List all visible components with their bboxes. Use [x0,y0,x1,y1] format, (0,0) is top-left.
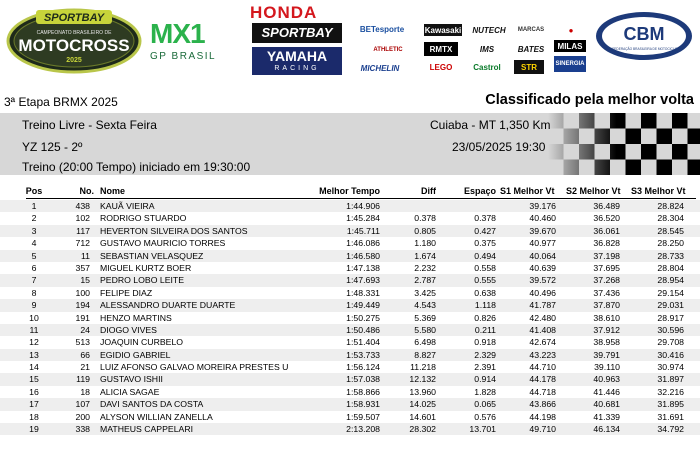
cell-diff: 13.960 [409,386,436,397]
cell-gap: 1.118 [474,300,496,311]
cell-pos: 16 [29,386,39,397]
cell-name: HEVERTON SILVEIRA DOS SANTOS [100,225,248,236]
table-row [0,361,700,373]
col-pos: Pos [25,186,43,196]
cell-s1: 43.223 [529,349,556,360]
cell-number: 438 [75,201,90,211]
cell-s2: 37.695 [593,262,620,273]
cell-s3: 31.691 [657,411,684,422]
cell-s1: 43.866 [529,399,556,410]
cell-name: EGIDIO GABRIEL [100,349,171,360]
cell-name: HENZO MARTINS [100,312,172,323]
cell-gap: 2.391 [474,362,496,373]
cell-s2: 39.110 [594,362,620,373]
cell-s1: 44.710 [529,362,556,373]
sponsor-logo: SINERGIA [554,56,586,72]
session-start: Treino (20:00 Tempo) iniciado em 19:30:00 [22,160,251,174]
cell-gap: 1.828 [474,386,496,397]
cell-s2: 40.963 [593,374,620,385]
cell-best-time: 1:50.486 [346,324,380,335]
cell-s1: 39.670 [529,225,556,236]
cell-diff: 4.543 [414,300,436,311]
cell-s1: 39.176 [529,201,556,211]
cell-s1: 41.408 [529,324,556,335]
cell-s2: 37.268 [593,275,620,286]
sponsor-logo: MARCAS [517,27,545,33]
cell-s3: 28.304 [657,213,684,224]
cell-diff: 12.132 [409,374,436,385]
cell-gap: 0.638 [474,287,496,298]
cell-s3: 30.416 [657,349,684,360]
cell-best-time: 2:13.208 [346,424,380,435]
mx1-main: MX1 [150,18,205,49]
cell-number: 119 [76,374,90,385]
table-row [0,349,700,361]
cell-s3: 31.895 [657,399,684,410]
sponsor-logo: BATES [517,44,545,54]
cell-number: 66 [80,349,90,360]
cell-gap: 0.494 [474,250,496,261]
cell-pos: 7 [31,275,37,286]
cell-gap: 0.826 [474,312,496,323]
cell-best-time: 1:46.086 [346,238,380,249]
cell-s2: 38.958 [593,337,620,348]
cell-s2: 46.134 [593,424,620,435]
sponsor-logo: MILAS [554,40,586,52]
table-row [0,237,700,249]
cell-name: RODRIGO STUARDO [100,213,187,224]
cell-best-time: 1:53.733 [346,349,380,360]
event-logo-sub: CAMPEONATO BRASILEIRO DE [36,30,112,36]
cell-gap: 0.065 [474,399,496,410]
cell-best-time: 1:59.507 [346,411,380,422]
cell-s2: 41.339 [593,411,620,422]
cell-best-time: 1:51.404 [346,337,380,348]
cell-s3: 32.216 [657,386,684,397]
location: Cuiaba - MT 1,350 Km [430,118,551,132]
table-row [0,262,700,274]
cell-s1: 42.480 [529,312,556,323]
cell-diff: 2.787 [414,275,436,286]
cell-name: ALYSON WILLIAN ZANELLA [100,411,213,422]
sponsor-grid [350,4,590,76]
cell-pos: 6 [31,262,37,273]
cell-number: 513 [75,337,90,348]
cell-number: 18 [80,386,90,397]
cell-number: 357 [75,262,90,273]
sponsor-logo: Castrol [473,62,501,72]
cell-name: JOAQUIN CURBELO [100,337,184,348]
cell-s1: 40.639 [529,262,556,273]
cbm-logo [594,10,694,62]
cell-s2: 36.828 [593,238,620,249]
cell-s3: 28.804 [657,262,684,273]
cell-s3: 28.917 [657,312,684,323]
cell-pos: 8 [31,287,37,298]
table-row [0,299,700,311]
cell-best-time: 1:56.124 [346,362,380,373]
cell-s2: 36.061 [593,225,620,236]
cell-number: 194 [75,300,90,311]
cell-name: LUIZ AFONSO GALVAO MOREIRA PRESTES U [100,362,289,373]
cell-pos: 9 [31,300,37,311]
cell-diff: 28.302 [409,424,436,435]
table-row [0,312,700,324]
cell-number: 21 [80,362,90,373]
yamaha-sub: RACING [274,65,320,72]
cell-s3: 31.897 [657,374,684,385]
sponsor-logo: BETesporte [359,24,405,34]
table-row [0,423,700,435]
cell-name: MIGUEL KURTZ BOER [100,262,192,273]
cell-pos: 12 [29,337,39,348]
table-row [0,250,700,262]
cell-s1: 49.710 [529,424,556,435]
cell-name: GUSTAVO MAURICIO TORRES [100,238,226,249]
checkered-flag [548,113,700,175]
cell-s1: 44.178 [529,374,556,385]
results-table-body [0,200,700,435]
cell-best-time: 1:48.331 [346,287,380,298]
table-row [0,287,700,299]
mx1-sub: GP BRASIL [150,51,217,62]
cbm-sub: CONFEDERAÇÃO BRASILEIRA DE MOTOCICLISMO [605,47,683,51]
cell-gap: 0.918 [474,337,496,348]
sponsor-logo: Kawasaki [424,25,462,35]
cell-s2: 36.520 [593,213,620,224]
cell-diff: 6.498 [414,337,436,348]
cell-s3: 34.792 [657,424,684,435]
cell-best-time: 1:47.138 [346,262,380,273]
category-name: YZ 125 - 2º [22,140,83,154]
page-title: Classificado pela melhor volta [485,92,694,108]
sponsor-logo: STR [514,60,544,74]
cell-best-time: 1:50.275 [346,312,380,323]
cell-s2: 40.681 [593,399,620,410]
cell-gap: 0.576 [474,411,496,422]
cell-name: DIOGO VIVES [100,324,157,335]
cell-diff: 14.601 [409,411,436,422]
cell-gap: 0.427 [474,225,496,236]
event-logo-year: 2025 [66,57,82,64]
cell-diff: 5.580 [414,324,436,335]
sponsor-logo: LEGO [429,62,453,72]
yamaha-logo [252,47,342,75]
cell-pos: 15 [29,374,39,385]
cell-name: ALESSANDRO DUARTE DUARTE [100,300,236,311]
event-logo-main: MOTOCROSS [18,36,130,55]
cell-best-time: 1:44.906 [346,201,380,211]
cell-s3: 29.154 [657,287,684,298]
cell-s1: 40.496 [529,287,556,298]
cell-diff: 1.674 [414,250,436,261]
sponsor-logo: RMTX [424,42,458,56]
event-logo-brand: SPORTBAY [43,12,105,24]
cell-number: 24 [80,324,90,335]
sponsor-logo: MICHELIN [360,63,400,73]
cell-diff: 14.025 [409,399,436,410]
cell-s2: 37.912 [593,324,620,335]
cell-name: GUSTAVO ISHII [100,374,163,385]
cell-best-time: 1:57.038 [346,374,380,385]
col-best-time: Melhor Tempo [319,186,380,196]
cell-s2: 41.446 [593,386,620,397]
cell-best-time: 1:58.866 [346,386,380,397]
table-row [0,225,700,237]
cell-number: 107 [75,399,90,410]
cell-s3: 28.545 [657,225,684,236]
honda-logo: HONDA [250,3,318,22]
cell-s3: 29.708 [657,337,684,348]
cell-number: 712 [75,238,90,249]
cell-s1: 40.064 [529,250,556,261]
cell-number: 102 [75,213,90,224]
cell-pos: 10 [29,312,39,323]
cell-best-time: 1:45.284 [346,213,380,224]
cell-gap: 0.558 [474,262,496,273]
cell-s3: 29.031 [657,300,684,311]
cell-number: 100 [75,287,90,298]
table-row [0,336,700,348]
cell-name: KAUÃ VIEIRA [100,201,155,211]
cell-name: ALICIA SAGAE [100,386,160,397]
cell-number: 117 [76,225,90,236]
cell-best-time: 1:58.931 [346,399,380,410]
cell-diff: 5.369 [414,312,436,323]
cell-pos: 19 [29,424,39,435]
cell-s1: 40.460 [529,213,556,224]
sponsor-header [0,0,700,82]
session-info-band [0,113,700,175]
col-gap: Espaço [463,186,496,196]
cell-best-time: 1:47.693 [346,275,380,286]
header-divider [26,198,696,199]
mx1-logo [150,18,240,68]
table-row [0,386,700,398]
col-name: Nome [100,186,126,196]
session-datetime: 23/05/2025 19:30 [452,140,546,154]
col-number: No. [79,186,94,196]
cell-diff: 11.218 [410,362,436,373]
cell-best-time: 1:46.580 [346,250,380,261]
table-row [0,212,700,224]
cell-diff: 3.425 [414,287,436,298]
cell-pos: 11 [29,324,39,335]
cell-pos: 3 [31,225,37,236]
cell-best-time: 1:45.711 [346,225,380,236]
col-diff: Diff [421,186,436,196]
cell-name: PEDRO LOBO LEITE [100,275,185,286]
cell-s2: 38.610 [593,312,620,323]
cell-name: FELIPE DIAZ [100,287,153,298]
cell-best-time: 1:49.449 [346,300,380,311]
cell-s1: 39.572 [529,275,556,286]
sportbay-logo: SPORTBAY [252,23,342,43]
col-s1: S1 Melhor Vt [500,186,555,196]
cell-s2: 36.489 [593,201,620,211]
cell-number: 191 [75,312,90,323]
session-name: Treino Livre - Sexta Feira [22,118,157,132]
sponsor-logo: ATHLETIC [373,47,403,53]
cell-s1: 44.198 [529,411,556,422]
cell-pos: 14 [29,362,39,373]
table-row [0,324,700,336]
cell-s1: 41.787 [529,300,556,311]
cell-diff: 0.378 [414,213,436,224]
sponsor-logo: ● [568,25,574,35]
cell-gap: 0.211 [474,324,496,335]
cell-gap: 0.555 [474,275,496,286]
yamaha-main: YAMAHA [266,48,328,64]
table-row [0,200,700,212]
cell-number: 200 [75,411,90,422]
motocross-championship-logo [4,4,144,74]
cell-s3: 30.596 [657,324,684,335]
cell-gap: 0.375 [474,238,496,249]
table-row [0,274,700,286]
col-s2: S2 Melhor Vt [566,186,621,196]
cell-number: 338 [75,424,90,435]
cell-pos: 17 [29,399,39,410]
cell-diff: 8.827 [414,349,436,360]
cell-s2: 37.436 [593,287,620,298]
cell-number: 15 [80,275,90,286]
cell-diff: 1.180 [414,238,436,249]
cell-gap: 2.329 [474,349,496,360]
cell-pos: 4 [31,238,37,249]
cell-gap: 0.378 [474,213,496,224]
cell-pos: 1 [31,201,37,211]
cell-s2: 39.791 [593,349,620,360]
cell-name: DAVI SANTOS DA COSTA [100,399,204,410]
cell-s2: 37.198 [593,250,620,261]
cell-s3: 28.250 [657,238,684,249]
cell-s1: 44.718 [529,386,556,397]
sponsor-logo: IMS [479,44,495,54]
cell-diff: 0.805 [414,225,436,236]
cell-diff: 2.232 [414,262,436,273]
col-s3: S3 Melhor Vt [631,186,686,196]
cell-number: 11 [80,250,90,261]
cell-pos: 2 [31,213,37,224]
table-row [0,411,700,423]
cell-pos: 13 [29,349,39,360]
cell-s1: 40.977 [529,238,556,249]
table-row [0,373,700,385]
cell-s1: 42.674 [529,337,556,348]
cell-name: MATHEUS CAPPELARI [100,424,194,435]
cell-s3: 28.733 [657,250,684,261]
cell-s3: 30.974 [657,362,684,373]
cbm-text: CBM [623,24,665,44]
cell-gap: 13.701 [469,424,496,435]
cell-pos: 5 [31,250,37,261]
cell-s3: 28.824 [657,201,684,211]
cell-s3: 28.954 [657,275,684,286]
cell-s2: 37.870 [593,300,620,311]
sponsor-logo: NUTECH [472,25,506,35]
stage-label: 3ª Etapa BRMX 2025 [4,95,118,109]
table-row [0,398,700,410]
cell-gap: 0.914 [474,374,496,385]
cell-pos: 18 [29,411,39,422]
cell-name: SEBASTIAN VELASQUEZ [100,250,204,261]
